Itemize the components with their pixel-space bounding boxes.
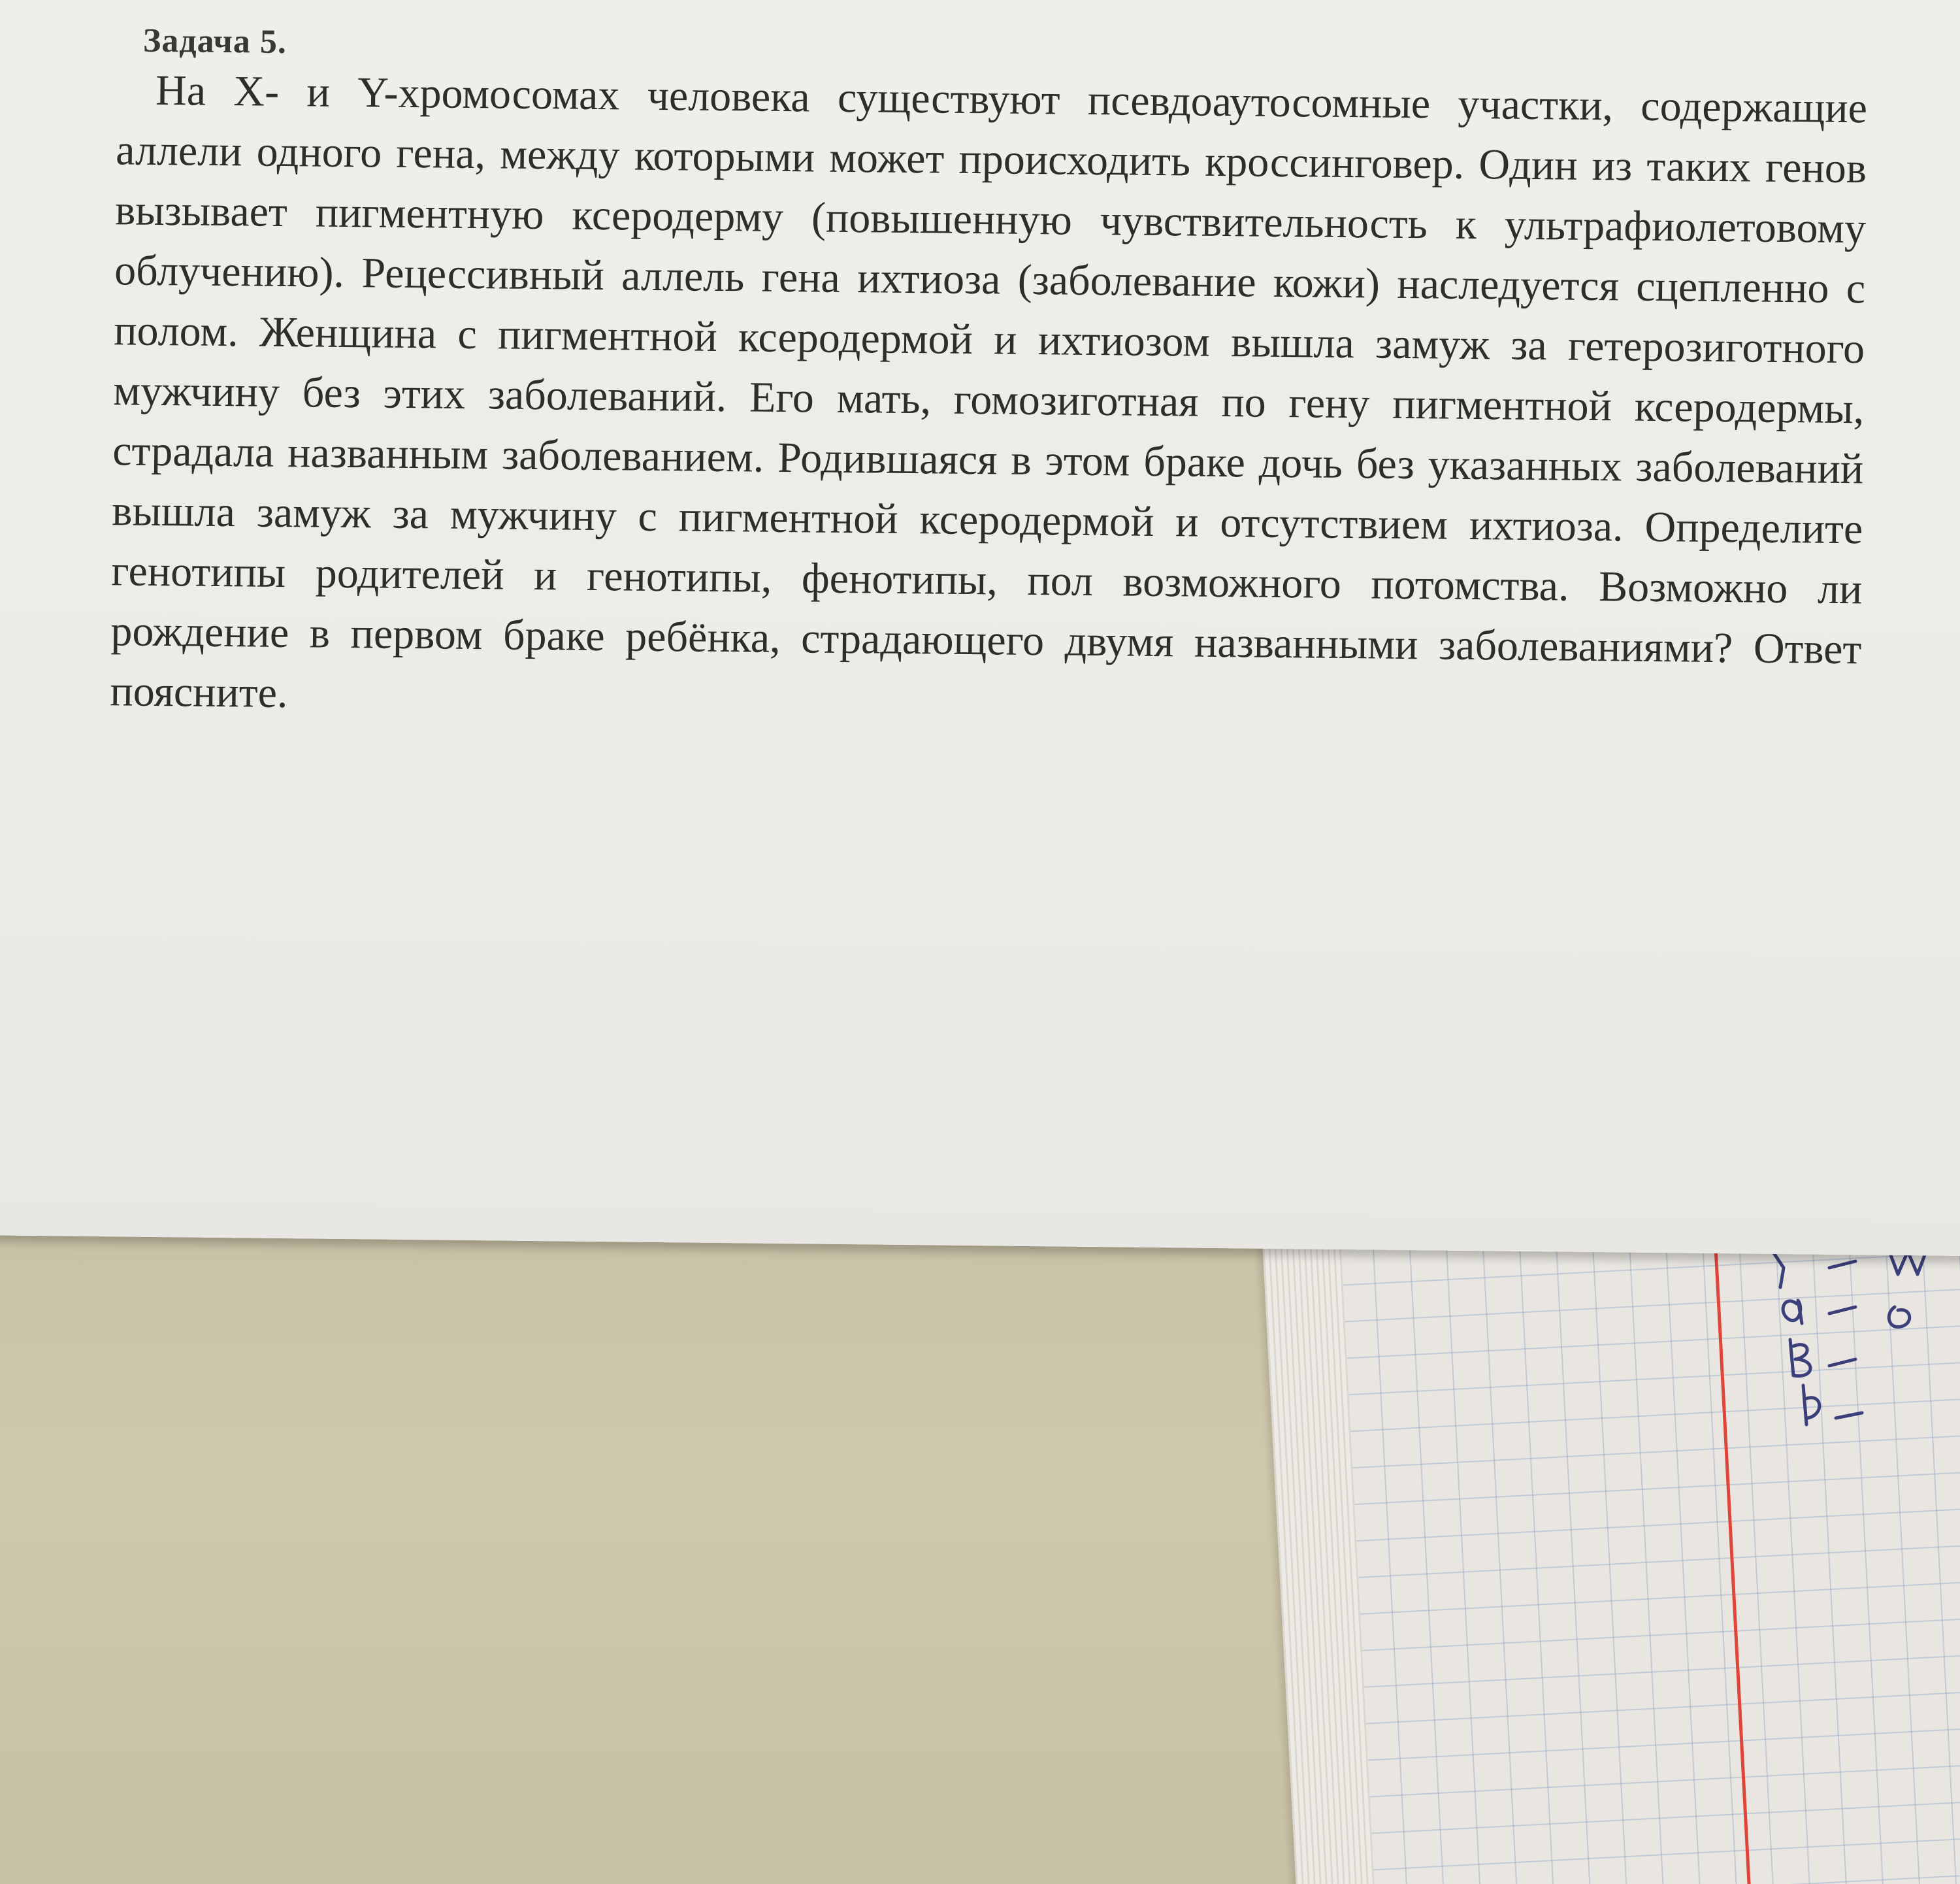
task-title: Задача 5. (142, 22, 287, 61)
handwritten-notes-drawing (1757, 1242, 1960, 1451)
task-body-text: На X- и Y-хромосомах человека существуют псевдоаутосомные участки, содержащие аллели одного гена, между которыми может происходить кроссинговер. Один из таких генов вызывает пигментную ксеродерму (повышенную чувствительность к ультрафиолетовому облучению). Рецессивный аллель гена ихтиоза (заболевание кожи) наследуется сцепленно с полом. Женщина с пигментной ксеродермой и ихтиозом вышла замуж за гетерозиготного мужчину без этих заболеваний. Его мать, гомозиготная по гену пигментной ксеродермы, страдала названным заболеванием. Родившаяся в этом браке дочь без указанных заболеваний вышла замуж за мужчину с пигментной ксеродермой и отсутствием ихтиоза. Определите генотипы родителей и генотипы, фенотипы, пол возможного потомства. Возможно ли рождение в первом браке ребёнка, страдающего двумя названными заболеваниями? Ответ поясните. (110, 66, 1868, 718)
